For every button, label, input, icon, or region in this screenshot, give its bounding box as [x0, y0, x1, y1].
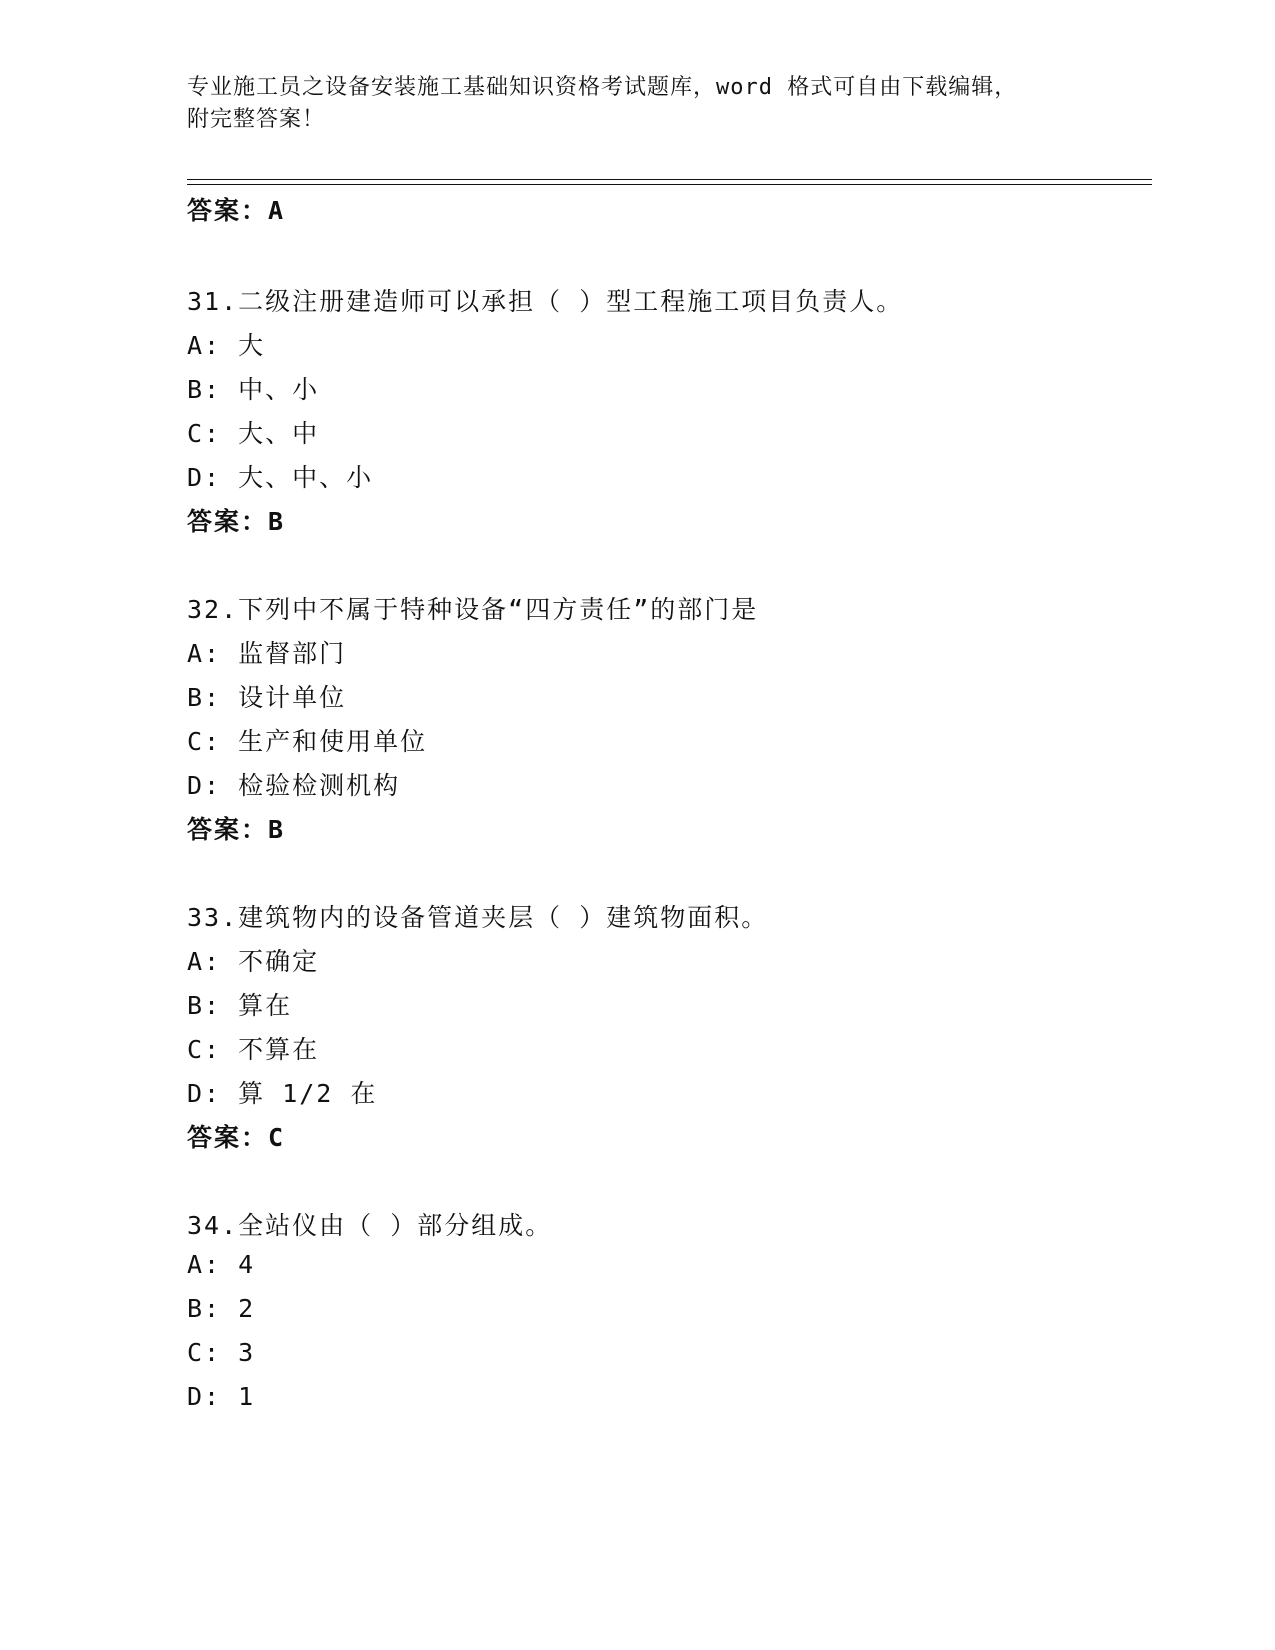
- option-a: A: 4: [187, 1250, 256, 1279]
- option-a: A: 大: [187, 331, 266, 360]
- question-stem: 33.建筑物内的设备管道夹层（ ）建筑物面积。: [187, 903, 769, 932]
- answer-line: 答案：B: [187, 815, 286, 844]
- option-d: D: 1: [187, 1382, 256, 1411]
- answer-line: 答案：C: [187, 1123, 286, 1152]
- option-d: D: 检验检测机构: [187, 771, 401, 800]
- option-a: A: 监督部门: [187, 639, 347, 668]
- option-c: C: 3: [187, 1338, 256, 1367]
- option-b: B: 中、小: [187, 375, 320, 404]
- option-c: C: 生产和使用单位: [187, 727, 428, 756]
- option-d: D: 算 1/2 在: [187, 1079, 378, 1108]
- header-divider-top: [187, 179, 1152, 180]
- question-stem: 34.全站仪由（ ）部分组成。: [187, 1211, 553, 1240]
- answer-line: 答案：B: [187, 507, 286, 536]
- header-divider-bottom: [187, 184, 1152, 185]
- option-d: D: 大、中、小: [187, 463, 374, 492]
- option-b: B: 2: [187, 1294, 256, 1323]
- header-line-2: 附完整答案！: [187, 107, 326, 132]
- answer-line: 答案：A: [187, 196, 286, 225]
- option-b: B: 设计单位: [187, 683, 347, 712]
- question-stem: 31.二级注册建造师可以承担（ ）型工程施工项目负责人。: [187, 287, 904, 316]
- option-b: B: 算在: [187, 991, 293, 1020]
- option-c: C: 大、中: [187, 419, 320, 448]
- document-header: [187, 72, 1087, 136]
- option-a: A: 不确定: [187, 947, 320, 976]
- option-c: C: 不算在: [187, 1035, 320, 1064]
- question-stem: 32.下列中不属于特种设备“四方责任”的部门是: [187, 595, 759, 624]
- header-line-1: 专业施工员之设备安装施工基础知识资格考试题库，word 格式可自由下载编辑，: [187, 75, 1018, 100]
